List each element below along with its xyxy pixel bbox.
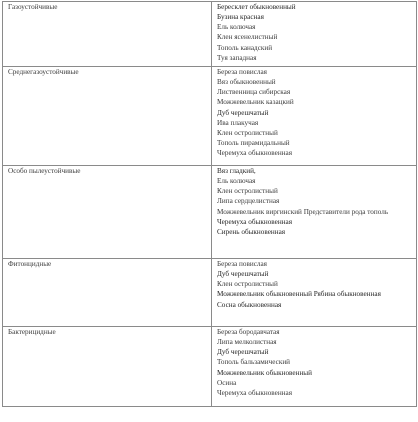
species-item: Лиственница сибирская (217, 88, 291, 97)
species-item: Тополь канадский (217, 43, 273, 52)
species-item: Можжевельник обыкновенный (217, 368, 312, 377)
species-item: Ель колючая (217, 177, 256, 186)
table-row (3, 166, 417, 259)
group-name: Бактерицидные (8, 328, 56, 336)
species-list-cell (212, 2, 417, 67)
species-item: Тополь пирамидальный (217, 139, 290, 148)
species-item: Вяз гладкий, (217, 167, 256, 175)
species-item: Клен остролистный (217, 128, 278, 137)
species-item: Черемуха обыкновенная (217, 217, 293, 226)
species-item: Можжевельник казацкий (217, 98, 294, 107)
species-item: Береза бородавчатая (217, 328, 280, 336)
species-item: Сосна обыкновенная (217, 300, 282, 309)
species-item: Сирень обыкновенная (217, 227, 286, 236)
species-item: Осина (217, 378, 237, 387)
species-item: Ель колючая (217, 23, 256, 32)
group-name-cell (3, 327, 212, 407)
species-item: Черемуха обыкновенная (217, 149, 293, 158)
group-name-cell (3, 67, 212, 166)
table-row (3, 259, 417, 327)
species-list-cell (212, 259, 417, 327)
species-item: Бузина красная (217, 13, 264, 22)
species-item: Тополь бальзамический (217, 358, 291, 367)
species-list-cell (212, 327, 417, 407)
group-name: Среднегазоустойчивые (8, 68, 79, 76)
plant-resistance-table (2, 1, 417, 407)
species-item: Липа сердцелистная (217, 197, 280, 206)
species-item: Ива плакучая (217, 118, 259, 127)
species-item: Клен ясенелистный (217, 33, 278, 42)
species-item: Туя западная (217, 53, 257, 62)
table-row (3, 327, 417, 407)
species-item: Клен остролистный (217, 187, 278, 196)
species-item: Бересклет обыкновенный (217, 3, 296, 11)
group-name: Газоустойчивые (8, 3, 58, 11)
table-row (3, 2, 417, 67)
species-item: Береза повислая (217, 68, 267, 76)
species-item: Клен остролистный (217, 280, 278, 289)
species-item: Дуб черешчатый (217, 348, 269, 357)
group-name: Особо пылеустойчивые (8, 167, 81, 175)
species-item: Береза повислая (217, 260, 267, 268)
group-name-cell (3, 166, 212, 259)
group-name: Фитонцидные (8, 260, 52, 268)
species-item: Липа мелколистная (217, 338, 277, 347)
species-item: Дуб черешчатый (217, 108, 269, 117)
table-row (3, 67, 417, 166)
group-name-cell (3, 259, 212, 327)
species-item: Можжевельник виргинский Представители рода тополь (217, 207, 389, 216)
species-item: Вяз обыкновенный (217, 78, 276, 87)
document-page (2, 1, 414, 408)
species-list-cell (212, 67, 417, 166)
group-name-cell (3, 2, 212, 67)
species-item: Можжевельник обыкновенный Рябина обыкновенная (217, 290, 381, 299)
species-item: Черемуха обыкновенная (217, 388, 293, 397)
species-list-cell (212, 166, 417, 259)
species-item: Дуб черешчатый (217, 270, 269, 279)
